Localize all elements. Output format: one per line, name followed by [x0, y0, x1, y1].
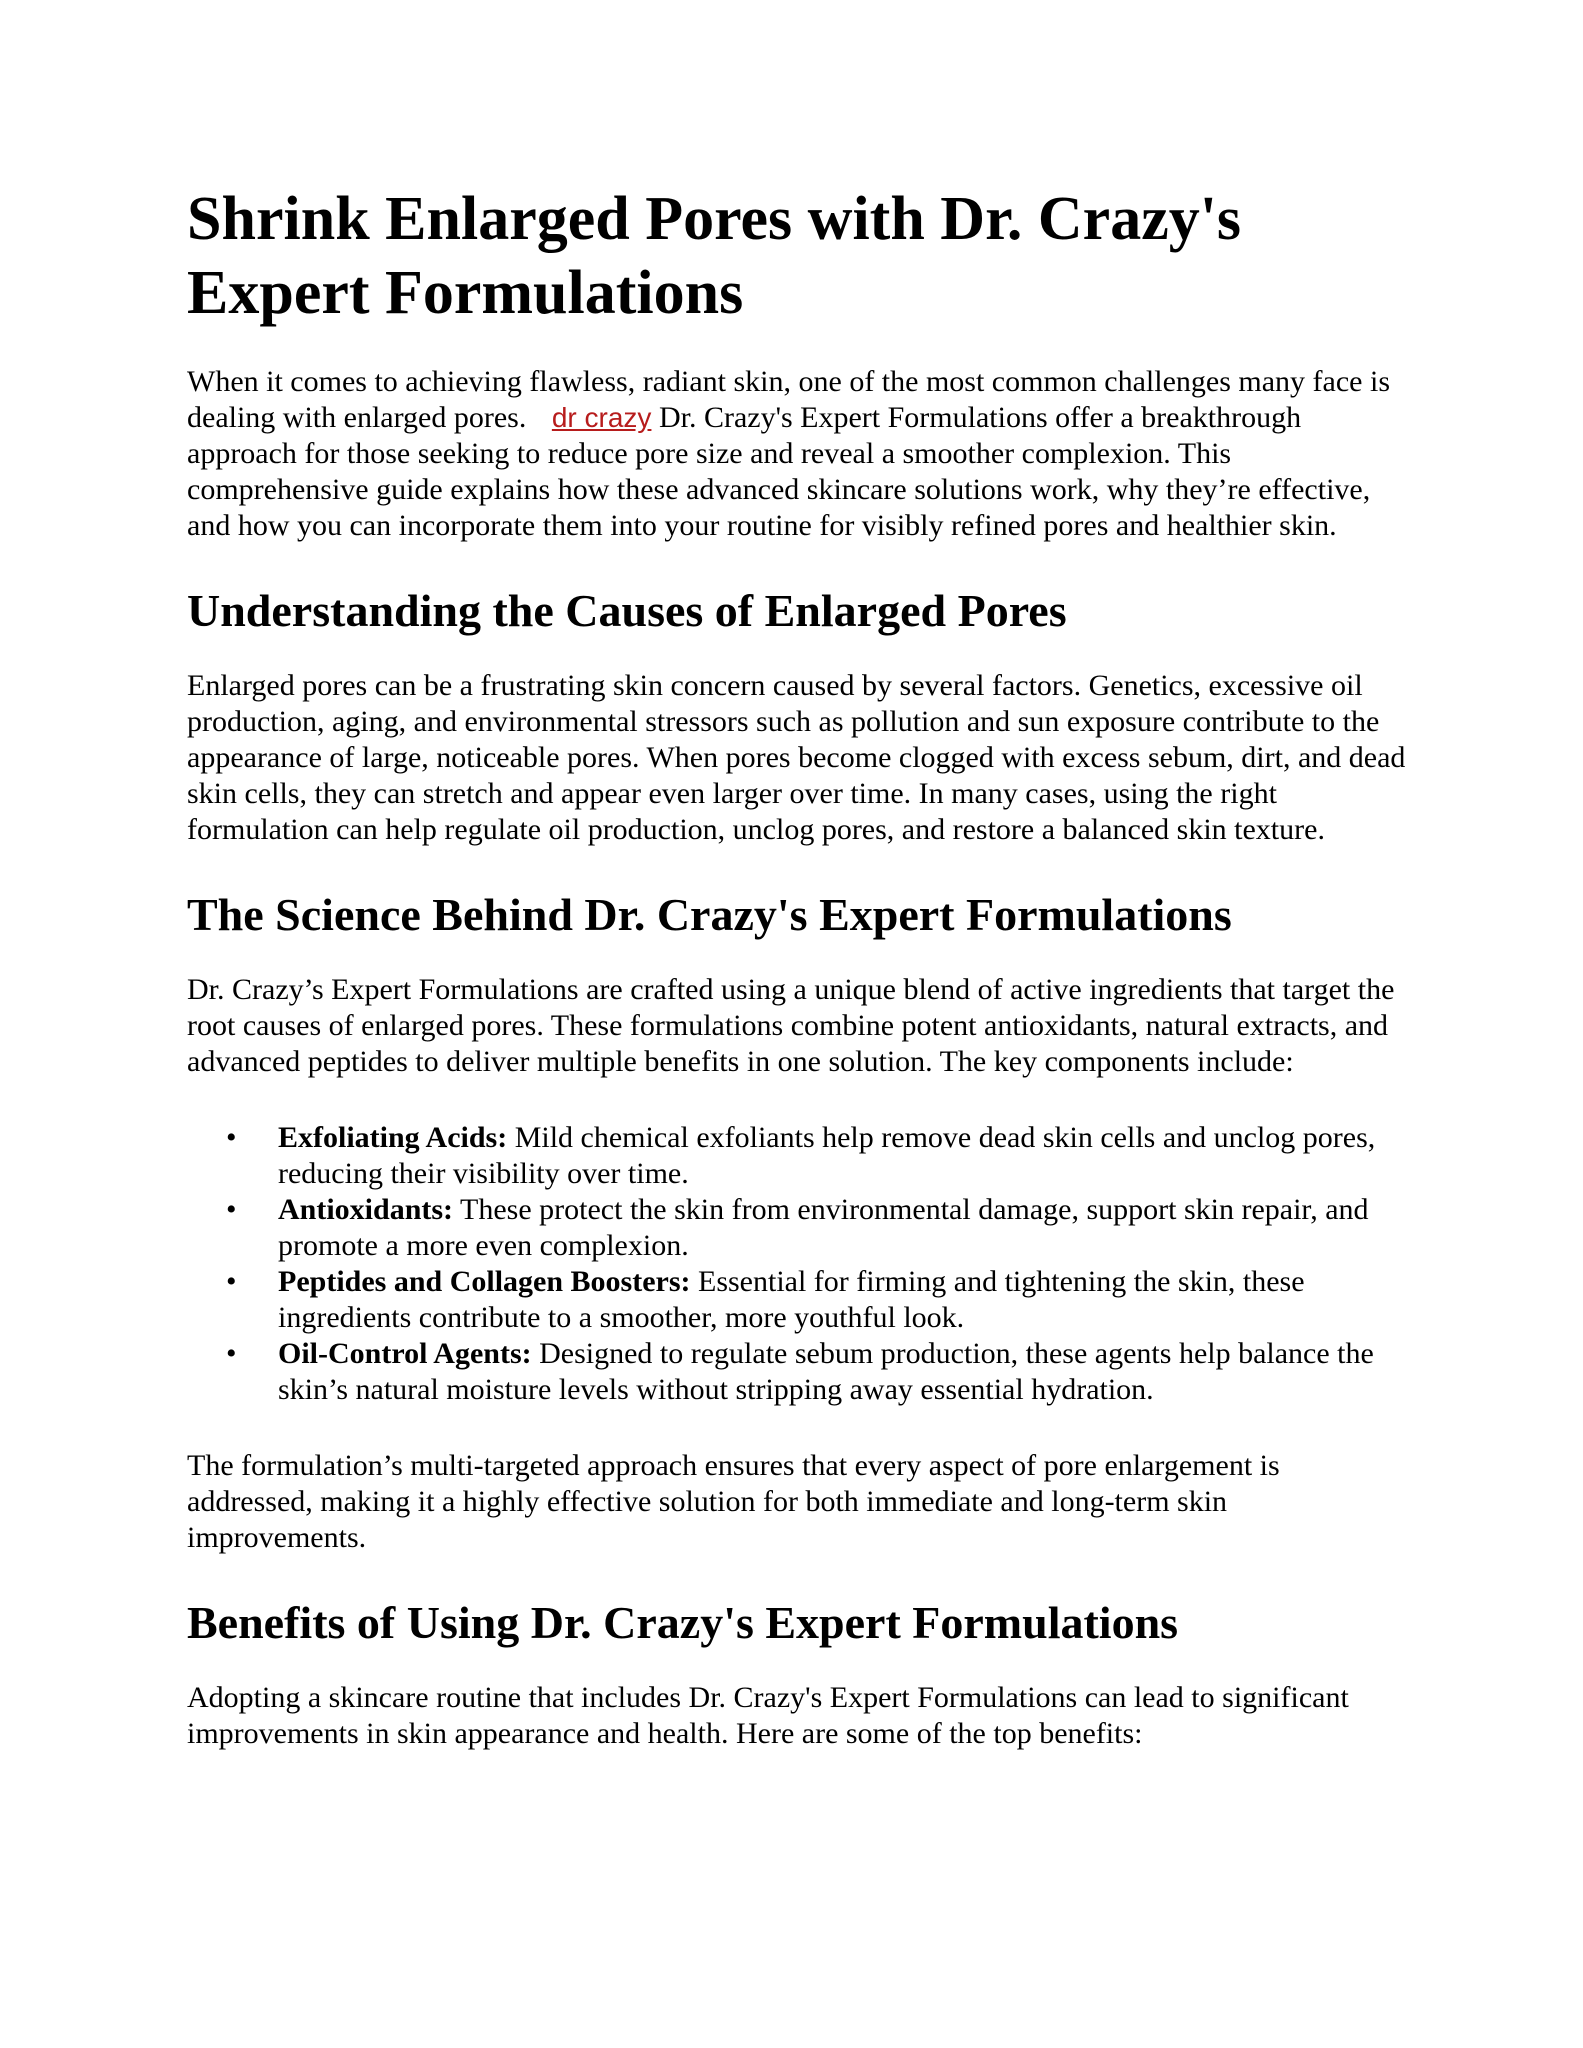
- page-title: Shrink Enlarged Pores with Dr. Crazy's Expert Formulations: [187, 185, 1242, 327]
- key-components-list: [187, 1120, 1407, 1408]
- bullet-icon: •: [226, 1193, 237, 1226]
- list-item-term: Peptides and Collagen Boosters:: [278, 1265, 691, 1298]
- list-item-term: Oil-Control Agents:: [278, 1337, 532, 1370]
- list-item: [226, 1336, 1407, 1408]
- dr-crazy-link[interactable]: dr crazy: [551, 402, 652, 433]
- list-item-term: Exfoliating Acids:: [278, 1121, 508, 1154]
- science-paragraph: Dr. Crazy’s Expert Formulations are crafted using a unique blend of active ingredients that target the root causes of enlarged pores. These formulations combine potent antioxidants, natural extracts, and advanced peptides to deliver multiple benefits in one solution. The key components include:: [187, 973, 1395, 1078]
- list-item-text: Essential for firming and tightening the skin, these ingredients contribute to a smoother, more youthful look.: [278, 1265, 1305, 1334]
- section-heading-causes: Understanding the Causes of Enlarged Pores: [187, 585, 1067, 636]
- intro-text-before-link: When it comes to achieving flawless, radiant skin, one of the most common challenges many face is dealing with enlarged pores.: [187, 365, 1390, 434]
- document-page: [187, 182, 1407, 1752]
- science-closing-paragraph: The formulation’s multi-targeted approach ensures that every aspect of pore enlargement is addressed, making it a highly effective solution for both immediate and long-term skin improvements.: [187, 1449, 1280, 1554]
- benefits-paragraph: Adopting a skincare routine that includes Dr. Crazy's Expert Formulations can lead to significant improvements in skin appearance and health. Here are some of the top benefits:: [187, 1681, 1349, 1750]
- list-item-text: Mild chemical exfoliants help remove dead skin cells and unclog pores, reducing their visibility over time.: [278, 1121, 1376, 1190]
- bullet-icon: •: [226, 1121, 237, 1154]
- list-item-term: Antioxidants:: [278, 1193, 454, 1226]
- list-item: [226, 1264, 1407, 1336]
- bullet-icon: •: [226, 1265, 237, 1298]
- intro-text-after-link: Dr. Crazy's Expert Formulations offer a breakthrough approach for those seeking to reduce pore size and reveal a smoother complexion. This comprehensive guide explains how these advanced skincare solutions work, why they’re effective, and how you can incorporate them into your routine for visibly refined pores and healthier skin.: [187, 401, 1371, 542]
- causes-paragraph: Enlarged pores can be a frustrating skin concern caused by several factors. Genetics, excessive oil production, aging, and environmental stressors such as pollution and sun exposure contribute to the appearance of large, noticeable pores. When pores become clogged with excess sebum, dirt, and dead skin cells, they can stretch and appear even larger over time. In many cases, using the right formulation can help regulate oil production, unclog pores, and restore a balanced skin texture.: [187, 669, 1406, 846]
- list-item-text: These protect the skin from environmental damage, support skin repair, and promote a more even complexion.: [278, 1193, 1369, 1262]
- section-heading-science: The Science Behind Dr. Crazy's Expert Formulations: [187, 889, 1232, 940]
- list-item: [226, 1192, 1407, 1264]
- list-item-text: Designed to regulate sebum production, these agents help balance the skin’s natural moisture levels without stripping away essential hydration.: [278, 1337, 1374, 1406]
- intro-paragraph: [187, 364, 1407, 544]
- bullet-icon: •: [226, 1337, 237, 1370]
- list-item: [226, 1120, 1407, 1192]
- section-heading-benefits: Benefits of Using Dr. Crazy's Expert Formulations: [187, 1597, 1179, 1648]
